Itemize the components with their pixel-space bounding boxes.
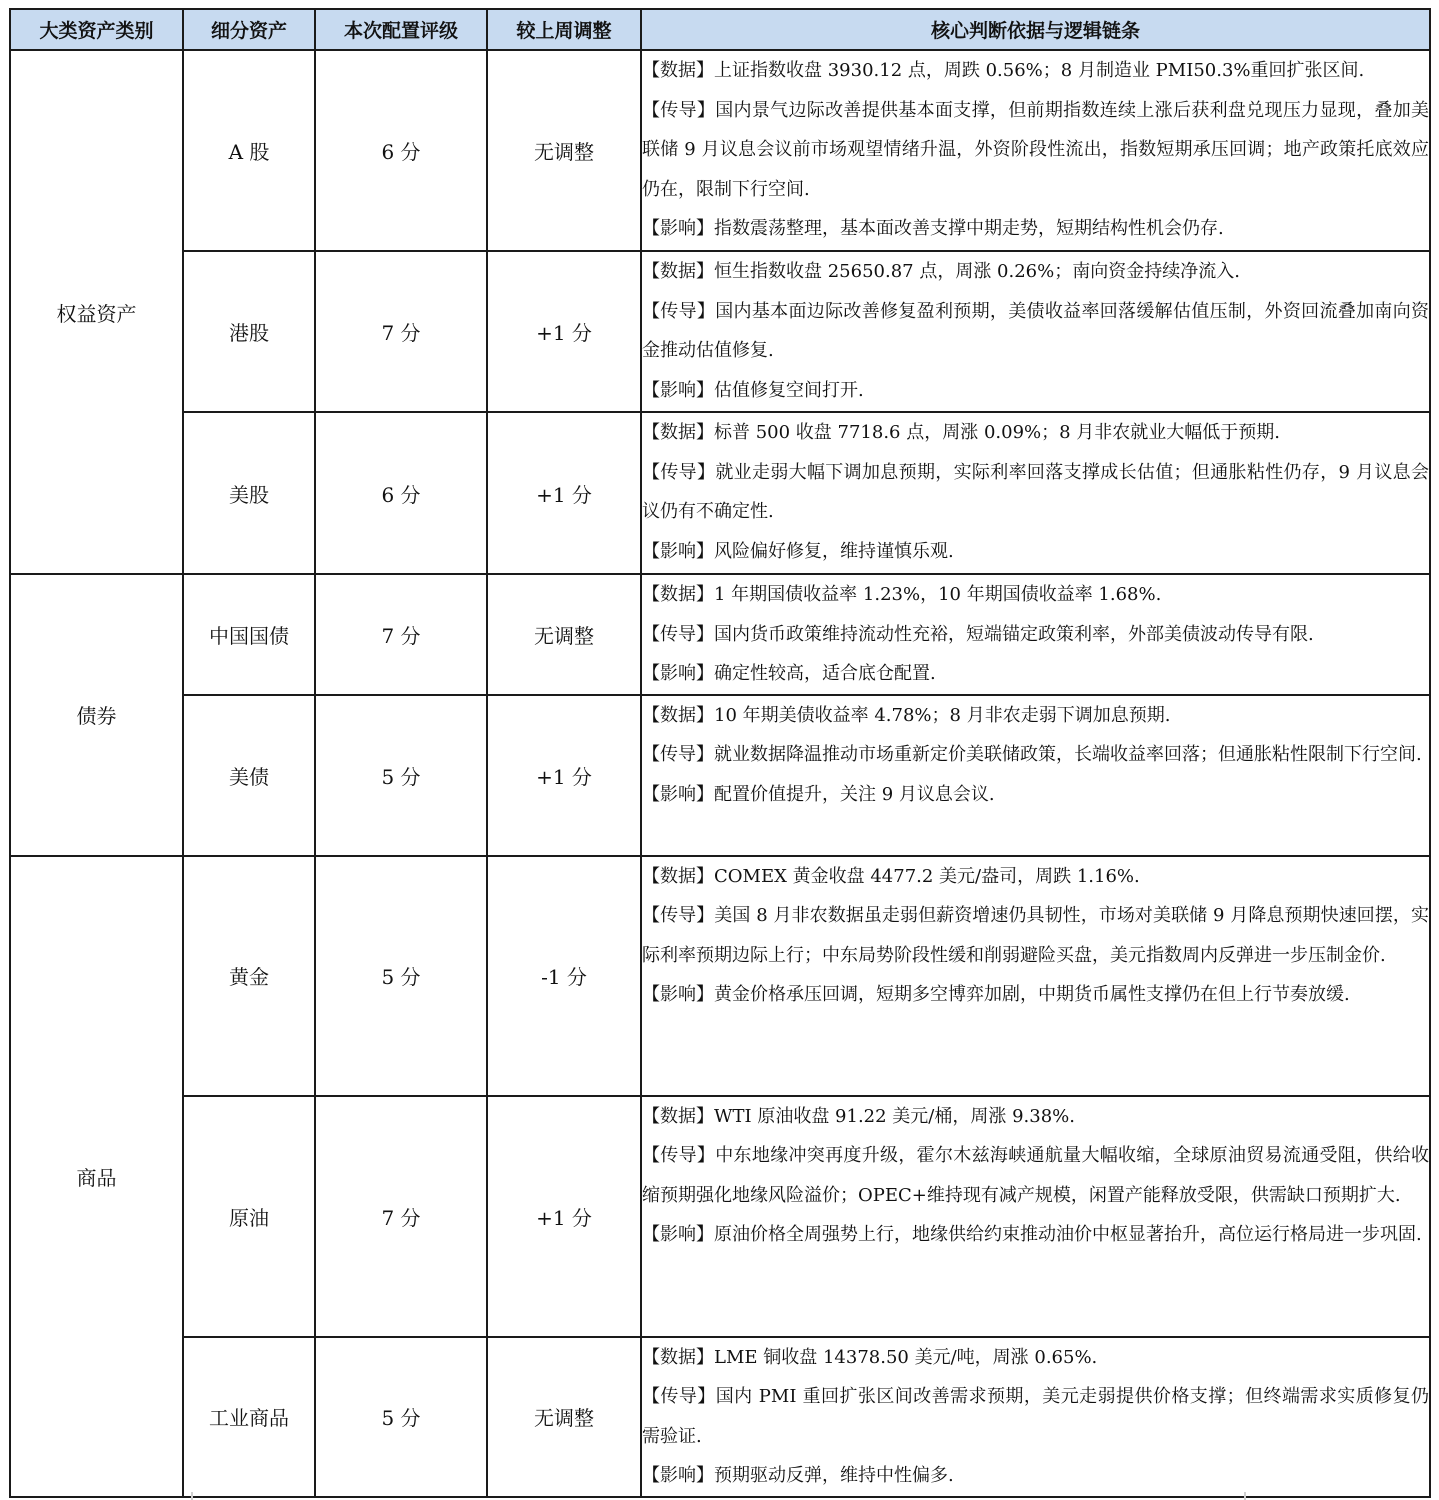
change-value: 无调整 [487, 50, 641, 251]
basis-text: 就业走弱大幅下调加息预期，实际利率回落支撑成长估值；但通胀粘性仍存，9 月议息会议仍有不确定性. [642, 461, 1430, 522]
change-value: +1 分 [487, 695, 641, 856]
category-cell: 债券 [10, 574, 183, 856]
basis-line [642, 615, 1429, 655]
category-cell: 商品 [10, 856, 183, 1497]
basis-text: 恒生指数收盘 25650.87 点，周涨 0.26%；南向资金持续净流入. [714, 261, 1240, 282]
basis-text: 风险偏好修复，维持谨慎乐观. [714, 540, 954, 562]
basis-line [642, 1377, 1429, 1456]
basis-text: 国内货币政策维持流动性充裕，短端锚定政策利率，外部美债波动传导有限. [714, 623, 1314, 645]
basis-text: 1 年期国债收益率 1.23%，10 年期国债收益率 1.68%. [714, 584, 1162, 605]
basis-tag: 【影响】 [642, 540, 714, 562]
basis-line [642, 654, 1429, 694]
basis-text: 上证指数收盘 3930.12 点，周跌 0.56%；8 月制造业 PMI50.3%重回扩张区间. [714, 60, 1365, 81]
basis-text: 国内 PMI 重回扩张区间改善需求预期，美元走弱提供价格支撑；但终端需求实质修复仍需验证. [642, 1386, 1430, 1447]
basis-tag: 【传导】 [642, 623, 714, 645]
basis-tag: 【数据】 [642, 1105, 714, 1127]
header-asset: 细分资产 [183, 9, 315, 50]
basis-text: 指数震荡整理，基本面改善支撑中期走势，短期结构性机会仍存. [714, 218, 1224, 239]
basis-tag: 【传导】 [642, 461, 716, 483]
table-row [10, 1096, 1430, 1337]
basis-text: 10 年期美债收益率 4.78%；8 月非农走弱下调加息预期. [714, 704, 1171, 726]
rating-value: 5 分 [315, 1337, 487, 1497]
rating-value: 6 分 [315, 50, 487, 251]
asset-name: 黄金 [183, 856, 315, 1096]
basis-cell [641, 1337, 1430, 1497]
basis-text: 美国 8 月非农数据虽走弱但薪资增速仍具韧性，市场对美联储 9 月降息预期快速回摆，实际利率预期边际上行；中东局势阶段性缓和削弱避险买盘，美元指数周内反弹进一步压制金价. [642, 905, 1429, 966]
basis-text: 配置价值提升，关注 9 月议息会议. [714, 783, 995, 805]
change-value: -1 分 [487, 856, 641, 1096]
basis-cell [641, 50, 1430, 251]
header-rating: 本次配置评级 [315, 9, 487, 50]
basis-tag: 【数据】 [642, 865, 714, 887]
basis-text: 国内景气边际改善提供基本面支撑，但前期指数连续上涨后获利盘兑现压力显现，叠加美联储 9 月议息会议前市场观望情绪升温，外资阶段性流出，指数短期承压回调；地产政策托底效应仍在，限制下行空间. [642, 99, 1430, 200]
rating-value: 7 分 [315, 1096, 487, 1337]
rating-value: 6 分 [315, 412, 487, 574]
basis-text: 黄金价格承压回调，短期多空博弈加剧，中期货币属性支撑仍在但上行节奏放缓. [714, 984, 1350, 1005]
table-row [10, 1337, 1430, 1497]
basis-line [642, 252, 1429, 292]
change-value: +1 分 [487, 251, 641, 412]
change-value: 无调整 [487, 1337, 641, 1497]
asset-name: 港股 [183, 251, 315, 412]
rating-value: 5 分 [315, 856, 487, 1096]
basis-tag: 【影响】 [642, 1224, 714, 1245]
basis-line [642, 1097, 1429, 1137]
basis-tag: 【传导】 [642, 1386, 716, 1407]
page-corner-mark-left [191, 1492, 193, 1500]
page-corner-mark-right [1244, 1492, 1246, 1500]
basis-text: 中东地缘冲突再度升级，霍尔木兹海峡通航量大幅收缩，全球原油贸易流通受阻，供给收缩预期强化地缘风险溢价；OPEC+维持现有减产规模，闲置产能释放受限，供需缺口预期扩大. [642, 1145, 1430, 1206]
change-value: 无调整 [487, 574, 641, 695]
table-row [10, 412, 1430, 574]
basis-text: 就业数据降温推动市场重新定价美联储政策，长端收益率回落；但通胀粘性限制下行空间. [714, 744, 1422, 765]
asset-name: A 股 [183, 50, 315, 251]
basis-line [642, 532, 1429, 572]
asset-name: 原油 [183, 1096, 315, 1337]
basis-line [642, 975, 1429, 1015]
basis-text: 国内基本面边际改善修复盈利预期，美债收益率回落缓解估值压制，外资回流叠加南向资金推动估值修复. [642, 300, 1430, 361]
basis-cell [641, 251, 1430, 412]
rating-value: 5 分 [315, 695, 487, 856]
basis-tag: 【传导】 [642, 744, 714, 765]
basis-line [642, 1456, 1429, 1496]
basis-tag: 【影响】 [642, 783, 714, 805]
table-row [10, 574, 1430, 695]
basis-line [642, 453, 1429, 532]
basis-text: 标普 500 收盘 7718.6 点，周涨 0.09%；8 月非农就业大幅低于预期. [714, 422, 1281, 443]
basis-cell [641, 412, 1430, 574]
basis-text: 原油价格全周强势上行，地缘供给约束推动油价中枢显著抬升，高位运行格局进一步巩固. [714, 1224, 1422, 1245]
table-row [10, 251, 1430, 412]
basis-line [642, 209, 1429, 249]
basis-line [642, 292, 1429, 371]
basis-cell [641, 695, 1430, 856]
basis-line [642, 51, 1429, 91]
basis-tag: 【数据】 [642, 584, 714, 605]
basis-tag: 【影响】 [642, 663, 714, 684]
basis-tag: 【传导】 [642, 99, 716, 121]
asset-name: 工业商品 [183, 1337, 315, 1497]
basis-cell [641, 1096, 1430, 1337]
asset-name: 中国国债 [183, 574, 315, 695]
table-row [10, 856, 1430, 1096]
basis-line [642, 857, 1429, 897]
basis-tag: 【数据】 [642, 704, 714, 726]
rating-value: 7 分 [315, 251, 487, 412]
basis-line [642, 896, 1429, 975]
basis-text: WTI 原油收盘 91.22 美元/桶，周涨 9.38%. [714, 1105, 1076, 1127]
header-basis: 核心判断依据与逻辑链条 [641, 9, 1430, 50]
basis-tag: 【数据】 [642, 1346, 714, 1368]
basis-tag: 【影响】 [642, 379, 714, 401]
basis-text: 确定性较高，适合底仓配置. [714, 663, 936, 684]
basis-line [642, 735, 1429, 775]
basis-text: 估值修复空间打开. [714, 379, 864, 401]
basis-text: COMEX 黄金收盘 4477.2 美元/盎司，周跌 1.16%. [714, 865, 1140, 887]
basis-text: 预期驱动反弹，维持中性偏多. [714, 1465, 954, 1486]
basis-tag: 【影响】 [642, 1465, 714, 1486]
basis-text: LME 铜收盘 14378.50 美元/吨，周涨 0.65%. [714, 1346, 1098, 1368]
basis-line [642, 696, 1429, 736]
basis-line [642, 413, 1429, 453]
change-value: +1 分 [487, 1096, 641, 1337]
basis-line [642, 91, 1429, 210]
basis-line [642, 1338, 1429, 1378]
basis-tag: 【数据】 [642, 422, 714, 443]
basis-tag: 【影响】 [642, 218, 714, 239]
change-value: +1 分 [487, 412, 641, 574]
basis-line [642, 1136, 1429, 1215]
basis-tag: 【传导】 [642, 300, 716, 322]
basis-tag: 【数据】 [642, 261, 714, 282]
asset-name: 美股 [183, 412, 315, 574]
asset-name: 美债 [183, 695, 315, 856]
basis-tag: 【传导】 [642, 1145, 716, 1166]
asset-allocation-table [9, 8, 1431, 1498]
table-row [10, 695, 1430, 856]
basis-tag: 【影响】 [642, 984, 714, 1005]
header-category: 大类资产类别 [10, 9, 183, 50]
rating-value: 7 分 [315, 574, 487, 695]
basis-line [642, 371, 1429, 411]
header-row [10, 9, 1430, 50]
basis-line [642, 775, 1429, 815]
basis-line [642, 1215, 1429, 1255]
table-row [10, 50, 1430, 251]
header-change: 较上周调整 [487, 9, 641, 50]
basis-cell [641, 856, 1430, 1096]
basis-tag: 【数据】 [642, 60, 714, 81]
basis-tag: 【传导】 [642, 905, 715, 926]
basis-cell [641, 574, 1430, 695]
category-cell: 权益资产 [10, 50, 183, 574]
basis-line [642, 575, 1429, 615]
